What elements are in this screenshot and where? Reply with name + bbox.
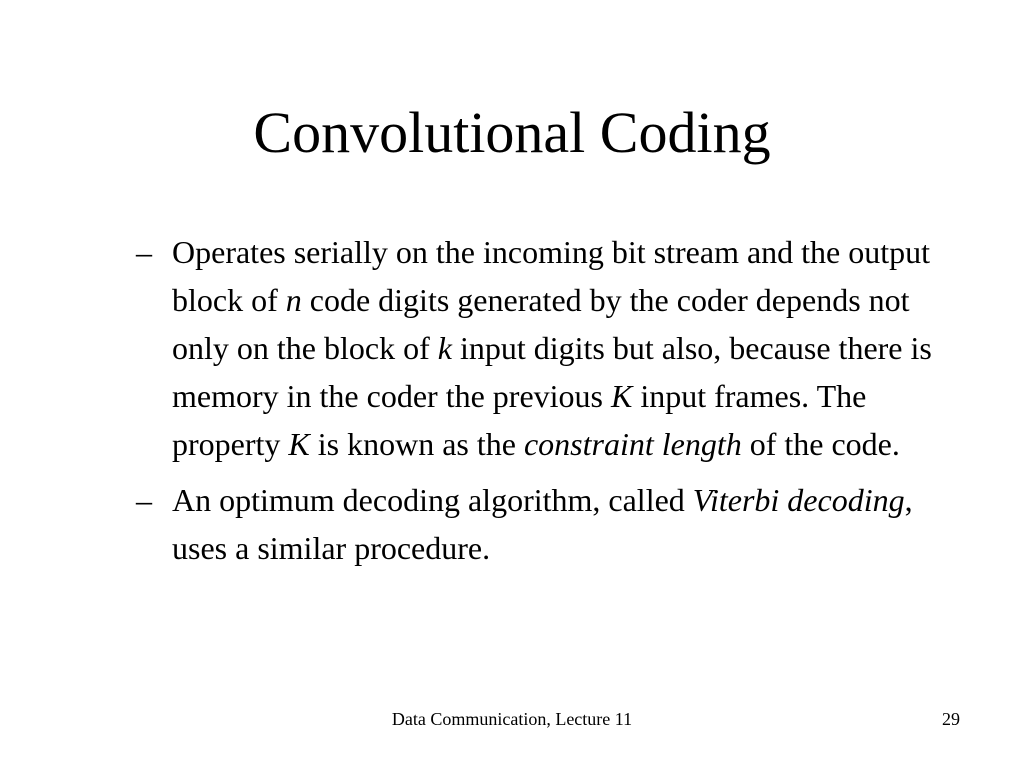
text-run: An optimum decoding algorithm, called bbox=[172, 482, 693, 518]
slide-title: Convolutional Coding bbox=[253, 100, 771, 165]
text-run-italic: constraint length bbox=[523, 426, 742, 462]
text-run: of the code. bbox=[741, 426, 900, 462]
text-run-italic: K bbox=[288, 426, 310, 462]
text-run: Operates serially on the incoming bit stream and the output block of bbox=[172, 234, 931, 318]
bullet-item bbox=[136, 228, 956, 468]
text-run: input frames. The property bbox=[172, 378, 867, 462]
text-run: input digits but also, because there is memory in the coder the previous bbox=[172, 330, 932, 414]
text-run-italic: k bbox=[437, 330, 452, 366]
bullet-marker: – bbox=[136, 234, 152, 270]
text-run: code digits generated by the coder depends not only on the block of bbox=[172, 282, 910, 366]
text-run: is known as the bbox=[309, 426, 524, 462]
text-run: , uses a similar procedure. bbox=[172, 482, 913, 566]
slide-footer: Data Communication, Lecture 11 bbox=[391, 709, 633, 729]
bullet-item bbox=[136, 476, 956, 572]
bullet-text bbox=[172, 234, 932, 462]
bullet-marker: – bbox=[136, 482, 152, 518]
bullet-text bbox=[172, 482, 913, 566]
text-run-italic: n bbox=[285, 282, 302, 318]
page-number: 29 bbox=[942, 709, 960, 729]
text-run-italic: Viterbi decoding bbox=[692, 482, 905, 518]
bullet-list bbox=[136, 228, 956, 580]
text-run-italic: K bbox=[610, 378, 633, 414]
